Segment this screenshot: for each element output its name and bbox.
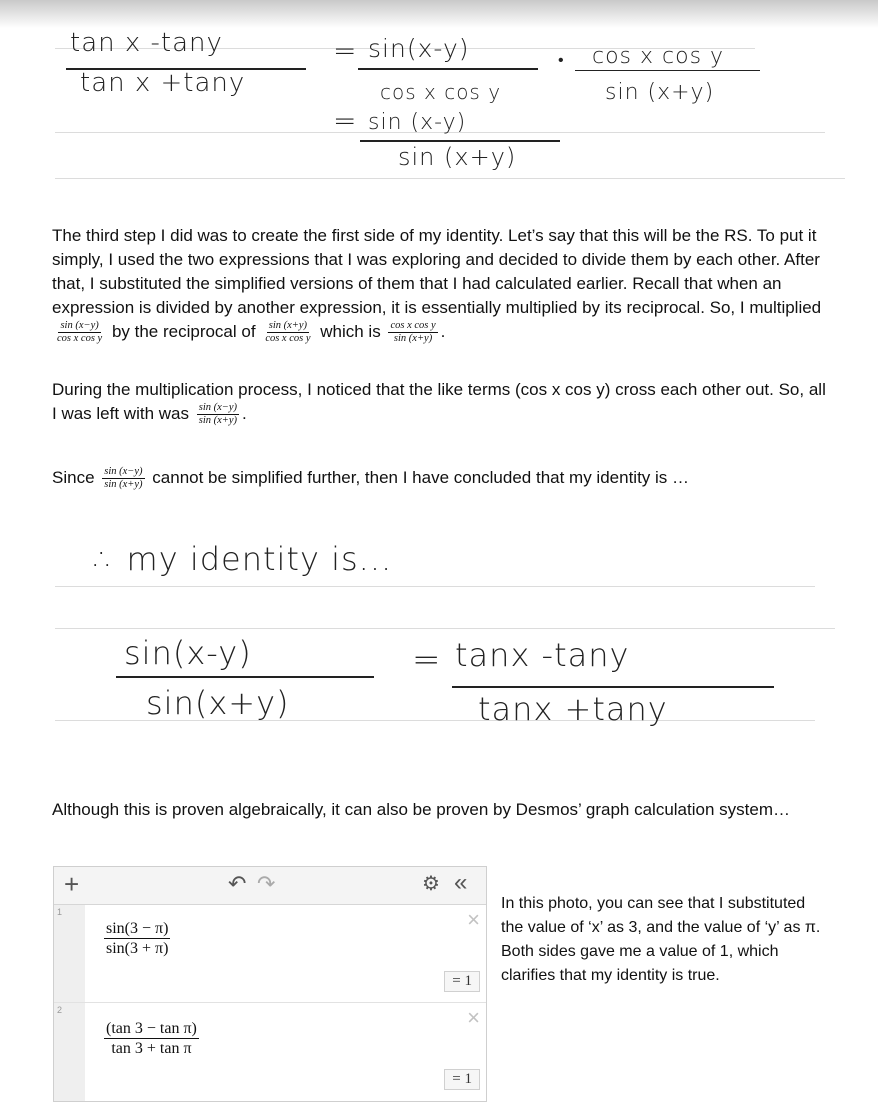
result-numerator: sin (x-y)	[368, 110, 467, 135]
identity-left-numerator: sin(x-y)	[124, 634, 252, 672]
expression-1[interactable]: sin(3 − π) sin(3 + π)	[106, 920, 169, 957]
step1-denominator: cos x cos y	[380, 80, 502, 104]
lhs-denominator: tan x +tany	[80, 68, 246, 98]
identity-right-denominator: tanx +tany	[478, 690, 668, 728]
times-dot: •	[558, 50, 565, 69]
delete-icon[interactable]: ×	[467, 907, 480, 932]
desmos-caption: In this photo, you can see that I substituted the value of ‘x’ as 3, and the value of ‘y’ as π. Both sides gave me a value of 1, which clarifies that my identity is true.	[501, 895, 821, 984]
identity-left-denominator: sin(x+y)	[146, 684, 290, 722]
expression-result: = 1	[444, 1069, 480, 1090]
paragraph-3: Since $\frac{\sin (x-y)}{\sin (x+y)}$ cannot be simplified further, then I have concluded that my identity is …	[52, 466, 690, 491]
add-expression-icon[interactable]: +	[64, 869, 80, 899]
fraction-sin-diff-over-cos: $\frac{\sin (x-y)}{\text{cos x cos y}}$	[57, 320, 103, 345]
desmos-toolbar	[54, 867, 486, 905]
result-denominator: sin (x+y)	[398, 143, 517, 171]
expression-result: = 1	[444, 971, 480, 992]
redo-icon[interactable]: ↷	[257, 871, 276, 896]
step2-numerator: cos x cos y	[592, 44, 725, 69]
equals-1: =	[333, 34, 358, 67]
identity-equals: =	[412, 640, 442, 680]
delete-icon[interactable]: ×	[467, 1005, 480, 1030]
fraction-cos-over-sin-sum: $\frac{\text{cos x cos y}}{\sin (x+y)}$	[390, 320, 436, 345]
fraction-result: $\frac{\sin (x-y)}{\sin (x+y)}$	[198, 402, 238, 427]
collapse-icon[interactable]: «	[454, 869, 468, 896]
equals-2: =	[333, 104, 358, 137]
settings-icon[interactable]: ⚙	[422, 873, 440, 895]
fraction-result-2: $\frac{\sin (x-y)}{\sin (x+y)}$	[104, 466, 143, 491]
undo-icon[interactable]: ↶	[228, 871, 247, 896]
identity-right-numerator: tanx -tany	[455, 636, 630, 674]
fraction-sin-sum-over-cos: $\frac{\sin (x+y)}{\text{cos x cos y}}$	[265, 320, 311, 345]
paragraph-2: During the multiplication process, I noticed that the like terms (cos x cos y) cross each other out. So, all I was left with was $\frac{\sin (x-y)}{\sin (x+y)}$ .	[52, 380, 826, 427]
expression-row[interactable]: 1 sin(3 − π) sin(3 + π) × = 1	[54, 905, 486, 1003]
identity-heading: ∴ my identity is...	[94, 540, 393, 578]
expression-2[interactable]: (tan 3 − tan π) tan 3 + tan π	[106, 1020, 197, 1057]
step2-denominator: sin (x+y)	[605, 80, 715, 105]
expression-row[interactable]: 2 (tan 3 − tan π) tan 3 + tan π × = 1	[54, 1003, 486, 1101]
lhs-numerator: tan x -tany	[70, 28, 223, 58]
desmos-calculator	[53, 866, 487, 1102]
step1-numerator: sin(x-y)	[368, 34, 470, 63]
paragraph-1: The third step I did was to create the first side of my identity. Let’s say that this will be the RS. To put it simply, I used the two expressions that I was exploring and decided to divide them by each other. After that, I substituted the simplified versions of them that I had calculated earlier. Recall that when an expression is divided by another expression, it is essentially multiplied by its reciprocal. So, I multiplied $\frac{\sin (x-y)}{\text{cos x cos y}}$ by the reciprocal of $\frac{\sin (x+y)}{\text{cos x cos y}}$ which is $\frac{\text{cos x cos y}}{\sin (x+y)}$ .	[52, 226, 822, 345]
top-shadow	[0, 0, 878, 28]
paragraph-4: Although this is proven algebraically, it can also be proven by Desmos’ graph calculation system…	[52, 800, 790, 819]
